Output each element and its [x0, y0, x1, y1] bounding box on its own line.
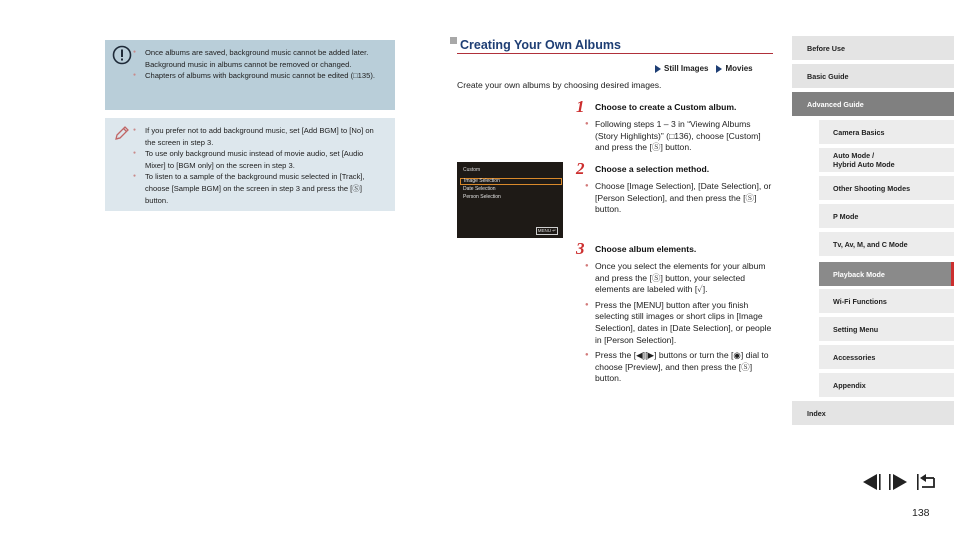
- nav-appendix[interactable]: Appendix: [819, 373, 954, 397]
- title-rule: [457, 53, 773, 54]
- step-number: 1: [576, 97, 585, 116]
- nav-tv-av-m-c-mode[interactable]: Tv, Av, M, and C Mode: [819, 232, 954, 256]
- step-title: Choose a selection method.: [595, 164, 710, 174]
- caution-icon: [112, 45, 132, 65]
- nav-other-shooting-modes[interactable]: Other Shooting Modes: [819, 176, 954, 200]
- step-title: Choose album elements.: [595, 244, 697, 254]
- step-number: 2: [576, 159, 585, 178]
- next-page-icon[interactable]: [888, 473, 910, 491]
- return-icon[interactable]: [916, 473, 938, 491]
- step-bullet: ● Choose [Image Selection], [Date Selection], or [Person Selection], and then press the [Ⓢ] button.: [595, 181, 773, 216]
- page-controls: [860, 473, 938, 491]
- camera-menu-item: Person Selection: [463, 194, 501, 200]
- nav-advanced-guide[interactable]: Advanced Guide: [792, 92, 954, 116]
- mode-label: Still Images: [664, 64, 709, 73]
- nav-before-use[interactable]: Before Use: [792, 36, 954, 60]
- camera-screen: [457, 162, 563, 238]
- tip-item: ● To listen to a sample of the background music selected in [Track], choose [Sample BGM] on the screen in step 3 and press the [Ⓢ] button.: [145, 171, 385, 206]
- previous-page-icon[interactable]: [860, 473, 882, 491]
- tip-item: ● To use only background music instead of movie audio, set [Audio Mixer] to [BGM only] on the screen in step 3.: [145, 148, 385, 171]
- nav-label-line: Hybrid Auto Mode: [833, 160, 895, 169]
- step-body: [595, 119, 773, 158]
- nav-wifi-functions[interactable]: Wi-Fi Functions: [819, 289, 954, 313]
- step-bullet: ● Once you select the elements for your album and press the [Ⓢ] button, your selected elements are labeled with [✓].: [595, 261, 773, 296]
- step-number: 3: [576, 239, 585, 258]
- mode-still-images: [655, 64, 708, 73]
- mode-movies: [716, 64, 752, 73]
- nav-index[interactable]: Index: [792, 401, 954, 425]
- step-bullet: ● Press the [◀][▶] buttons or turn the [◉] dial to choose [Preview], and then press the [Ⓢ] button.: [595, 350, 773, 385]
- step-bullet: ● Following steps 1 – 3 in “Viewing Albums (Story Highlights)” (□136), choose [Custom] and press the [Ⓢ] button.: [595, 119, 773, 154]
- section-title: Creating Your Own Albums: [460, 38, 621, 52]
- intro-text: Create your own albums by choosing desired images.: [457, 80, 662, 90]
- camera-menu-item: Date Selection: [463, 186, 496, 192]
- nav-auto-mode[interactable]: [819, 148, 954, 172]
- mode-label: Movies: [725, 64, 753, 73]
- section-marker: [450, 37, 457, 44]
- step-title: Choose to create a Custom album.: [595, 102, 737, 112]
- tip-item: ● If you prefer not to add background music, set [Add BGM] to [No] on the screen in step 3.: [145, 125, 385, 148]
- nav-p-mode[interactable]: P Mode: [819, 204, 954, 228]
- arrow-right-icon: [716, 65, 722, 73]
- nav-basic-guide[interactable]: Basic Guide: [792, 64, 954, 88]
- caution-note: [105, 40, 395, 110]
- nav-setting-menu[interactable]: Setting Menu: [819, 317, 954, 341]
- camera-screen-title: Custom: [463, 167, 481, 173]
- pencil-icon: [112, 123, 132, 143]
- page-number: 138: [912, 507, 930, 519]
- nav-label-line: Auto Mode /: [833, 151, 875, 160]
- arrow-right-icon: [655, 65, 661, 73]
- step-body: [595, 181, 773, 220]
- camera-menu-badge: MENU ↵: [537, 228, 556, 233]
- nav-playback-mode[interactable]: Playback Mode: [819, 262, 954, 286]
- nav-camera-basics[interactable]: Camera Basics: [819, 120, 954, 144]
- step-body: [595, 261, 773, 389]
- nav-accessories[interactable]: Accessories: [819, 345, 954, 369]
- caution-item: ● Once albums are saved, background music cannot be added later. Background music in albums cannot be removed or changed.: [145, 47, 385, 70]
- tip-note: [105, 118, 395, 211]
- caution-item: ● Chapters of albums with background music cannot be edited (□135).: [145, 70, 385, 82]
- step-bullet: ● Press the [MENU] button after you finish selecting still images or short clips in [Image Selection], dates in [Date Selection], or people in [Person Selection].: [595, 300, 773, 346]
- camera-menu-item: Image Selection: [460, 178, 562, 185]
- mode-indicators: [655, 64, 753, 73]
